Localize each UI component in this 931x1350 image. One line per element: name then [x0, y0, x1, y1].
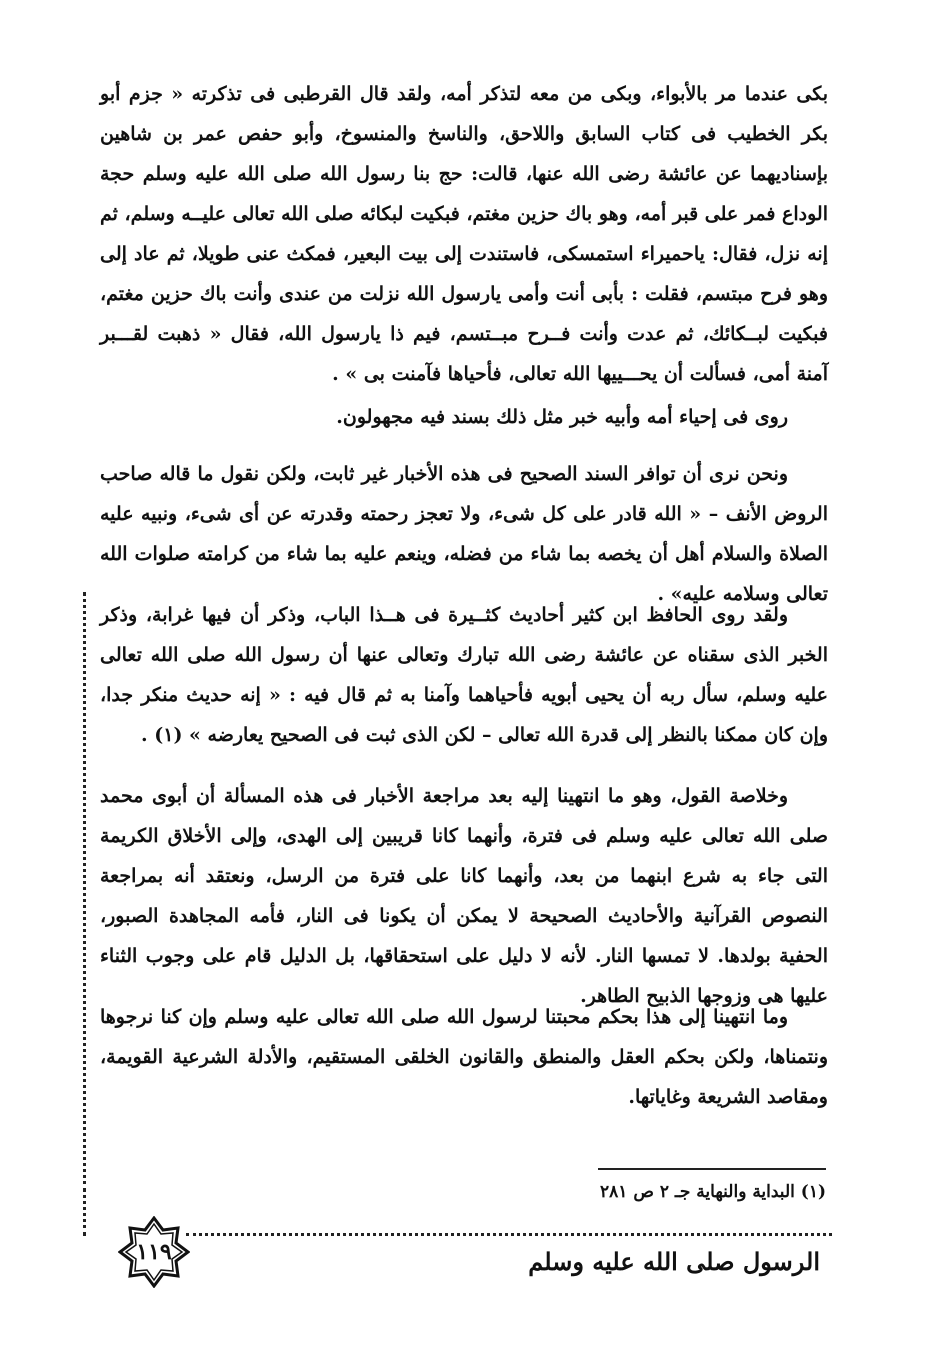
paragraph-text: ونحن نرى أن توافر السند الصحيح فى هذه الأخبار غير ثابت، ولكن نقول ما قاله صاحب الروض الأنف – « الله قادر على كل شىء، ولا تعجز رحمته وقدرته عن أى شىء، ونبيه عليه الصلاة والسلام أهل أن يخصه بما شاء من فضله، وينعم عليه بما شاء من كرامته صلوات الله تعالى وسلامه عليه» . — [100, 463, 828, 605]
footer-border — [186, 1233, 832, 1236]
decorative-border-vertical — [83, 592, 86, 1192]
paragraph-ibn-kathir — [100, 595, 828, 755]
paragraph-closing — [100, 997, 828, 1117]
paragraph-text: وخلاصة القول، وهو ما انتهينا إليه بعد مراجعة الأخبار فى هذه المسألة أن أبوى محمد صلى الله تعالى عليه وسلم فى فترة، وأنهما كانا قريبين إلى الهدى، وإلى الأخلاق الكريمة التى جاء به شرع ابنهما من بعد، وأنهما كانا على فترة من الرسل، ونعتقد أنه بمراجعة النصوص القرآنية والأحاديث الصحيحة لا يمكن أن يكونا فى النار، فأمه المجاهدة الصبور، الحفية بولدها. لا تمسها النار. لأنه لا دليل على استحقاقها، بل الدليل قام على وجوب الثناء عليها هى وزوجها الذبيح الطاهر. — [100, 785, 828, 1007]
paragraph-conclusion — [100, 776, 828, 1016]
paragraph-text: وما انتهينا إلى هذا بحكم محبتنا لرسول الله صلى الله تعالى عليه وسلم وإن كنا نرجوها ونتمناها، ولكن بحكم العقل والمنطق والقانون الخلقى المستقيم، والأدلة الشرعية القويمة، ومقاصد الشريعة وغاياتها. — [100, 1006, 828, 1108]
paragraph-qurtubi-narration — [100, 74, 828, 394]
footnote: (١) البداية والنهاية جـ ٢ ص ٢٨١ — [600, 1182, 826, 1202]
paragraph-rawd-alunuf — [100, 454, 828, 614]
page-number: ١١٩ — [136, 1239, 172, 1265]
running-title: الرسول صلى الله عليه وسلم — [528, 1247, 820, 1276]
paragraph-revival-report — [100, 397, 828, 437]
footnote-divider — [598, 1168, 826, 1170]
paragraph-text: بكى عندما مر بالأبواء، وبكى من معه لتذكر أمه، ولقد قال القرطبى فى تذكرته « جزم أبو بكر الخطيب فى كتاب السابق واللاحق، والناسخ والمنسوخ، وأبو حفص عمر بن شاهين بإسناديهما عن عائشة رضى الله عنها، قالت: حج بنا رسول الله صلى الله عليه وسلم حجة الوداع فمر على قبر أمه، وهو باك حزين مغتم، فبكيت لبكائه صلى الله تعالى عليــه وسلم، ثم إنه نزل، فقال: ياحميراء استمسكى، فاستندت إلى بيت البعير، فمكث عنى طويلا، ثم عاد إلى وهو فرح مبتسم، فقلت : بأبى أنت وأمى يارسول الله نزلت من عندى وأنت باك حزين مغتم، فبكيت لبــكائك، ثم عدت وأنت فــرح مبــتسم، فيم ذا يارسول الله، فقال « ذهبت لقـــبر آمنة أمى، فسألت أن يحـــييها الله تعالى، فأحياها فآمنت بى » . — [100, 83, 828, 385]
paragraph-text: روى فى إحياء أمه وأبيه خبر مثل ذلك بسند فيه مجهولون. — [336, 406, 788, 428]
footer-border-corner — [83, 1188, 86, 1236]
paragraph-text: ولقد روى الحافظ ابن كثير أحاديث كثــيرة فى هــذا الباب، وذكر أن فيها غرابة، وذكر الخبر الذى سقناه عن عائشة رضى الله تبارك وتعالى عنها أن رسول الله صلى الله تعالى عليه وسلم، سأل ربه أن يحيى أبويه فأحياهما وآمنا به ثم قال فيه : « إنه حديث منكر جدا، وإن كان ممكنا بالنظر إلى قدرة الله تعالى – لكن الذى ثبت فى الصحيح يعارضه » (١) . — [100, 604, 828, 746]
